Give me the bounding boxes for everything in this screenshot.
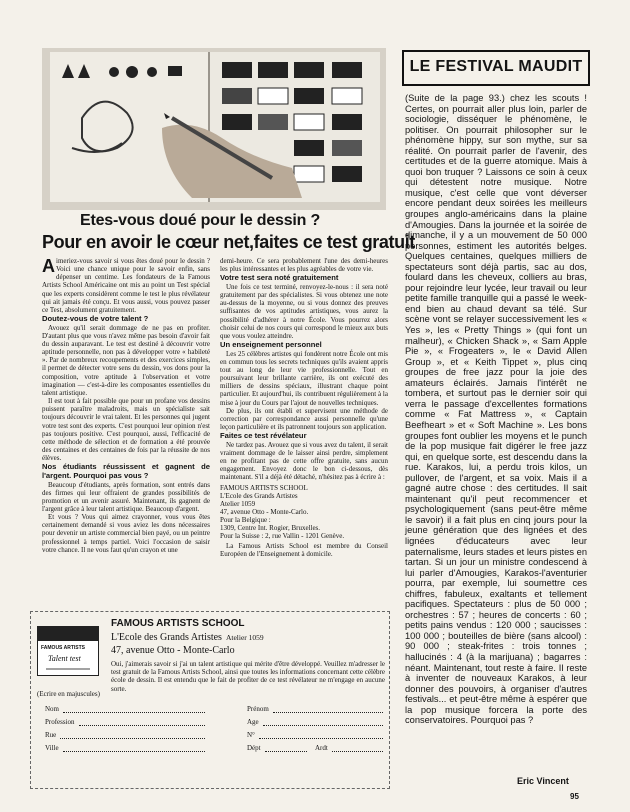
article-intro: imeriez-vous savoir si vous êtes doué pour le dessin ? Voici une chance unique pour le savoir enfin, sans dépenser un centime. Les fondateurs de la Famous Artists School Américaine ont mis au point un Test spécial que les experts considèrent comme le test le plus révélateur qui ait jamais été conçu. Et vous aussi, vous pouvez passer ce Test, absolument gratuitement. xyxy=(42,257,210,314)
headline-question: Etes-vous doué pour le dessin ? xyxy=(80,212,321,229)
order-coupon xyxy=(30,611,390,789)
subhead-take-test: Faites ce test révélateur xyxy=(220,431,307,441)
subhead-students: Nos étudiants réussissent et gagnent de l'argent. Pourquoi pas vous ? xyxy=(42,462,210,480)
age-input-line[interactable] xyxy=(263,719,383,726)
article-paragraph: Une fois ce test terminé, renvoyez-le-nous : il sera noté gratuitement par des spécialistes. Si vous obtenez une note au-dessus de la moyenne, ou si vous donnez des preuves suffisantes de vos aptitudes artistiques, vous aurez la possibilité d'adhérer à notre École. Vous pourrez alors choisir celui de nos cours qui correspond le mieux aux buts que vous voulez atteindre. xyxy=(220,282,388,340)
article-paragraph: De plus, ils ont établi et supervisent une méthode de correction par correspondance aussi personnelle qu'une leçon particulière et ils patronnent toujours son application. xyxy=(220,406,388,431)
nom-label: Nom xyxy=(45,705,59,713)
age-label: Age xyxy=(247,718,259,726)
article-paragraph: Avouez qu'il serait dommage de ne pas en profiter. D'autant plus que vous n'avez même pas besoin d'avoir fait du dessin auparavant. Le test est destiné à découvrir votre aptitude personnelle, non pas à développer votre « habileté ». Par de nombreux recoupements et des exercices simples, il permet de détecter votre sens du dessin, vos dons pour la composition, votre aptitude à l'observation et votre imagination — c'est-à-dire les composantes essentielles du talent artistique. xyxy=(42,323,210,397)
address-line: 1309, Centre Int. Rogier, Bruxelles. xyxy=(220,523,321,532)
logo-talent-test: Talent test xyxy=(48,654,81,663)
nom-input-line[interactable] xyxy=(63,706,205,713)
article-column-1 xyxy=(42,257,210,554)
headline-main: Pour en avoir le cœur net,faites ce test gratuit xyxy=(42,232,415,252)
numero-label: N° xyxy=(247,731,255,739)
address-line: Pour la Belgique : xyxy=(220,515,271,524)
nom-field[interactable] xyxy=(45,705,205,713)
rue-input-line[interactable] xyxy=(60,732,205,739)
article-paragraph: Les 25 célèbres artistes qui fondèrent notre École ont mis en commun tous les secrets techniques qu'ils avaient appris tout au long de leur vie professionnelle. Tout en poursuivant leur brillante carrière, ils ont exécuté des milliers de dessins spéciaux, illustrant chaque point particulier. Et aujourd'hui, ils contribuent régulièrement à la mise à jour du Cours par l'ajout de nouvelles techniques. xyxy=(220,349,388,407)
age-field[interactable] xyxy=(247,718,383,726)
address-line: 47, avenue Otto - Monte-Carlo. xyxy=(220,507,309,516)
article-paragraph: demi-heure. Ce sera probablement l'une des demi-heures les plus intéressantes et les plus agréables de votre vie. xyxy=(220,257,388,274)
address-line: FAMOUS ARTISTS SCHOOL xyxy=(220,483,308,492)
article-paragraph: Ne tardez pas. Avouez que si vous avez du talent, il serait vraiment dommage de le laisser ainsi perdre, simplement en ne profitant pas de cette offre gratuite, sans aucun engagement. Envoyez donc le bon ci-dessous, dès maintenant. S'il a déjà été détaché, n'hésitez pas à écrire à : xyxy=(220,440,388,482)
coupon-atelier: Atelier 1059 xyxy=(225,633,264,642)
drop-cap: A xyxy=(42,256,55,276)
subhead-talent: Doutez-vous de votre talent ? xyxy=(42,314,149,324)
ville-field[interactable] xyxy=(45,744,205,752)
ville-label: Ville xyxy=(45,744,59,752)
drawing-book-hand-icon xyxy=(42,48,386,210)
test-booklet-photo xyxy=(42,48,386,210)
subhead-teaching: Un enseignement personnel xyxy=(220,340,322,349)
numero-field[interactable] xyxy=(247,731,383,739)
ardt-field[interactable] xyxy=(315,744,383,752)
subhead-free-grading: Votre test sera noté gratuitement xyxy=(220,273,339,283)
ardt-input-line[interactable] xyxy=(332,745,383,752)
rue-label: Rue xyxy=(45,731,57,739)
coupon-title: FAMOUS ARTISTS SCHOOL xyxy=(111,618,245,629)
address-line: Atelier 1059 xyxy=(220,499,256,508)
festival-article-text: (Suite de la page 93.) chez les scouts ! Certes, on pourrait aller plus loin, parler de sociologie, disséquer le phénomène, le politiser. On pourrait philosopher sur le phénomène hippy, sur son mythe, sur sa réalité. On pourrait parler de l'avenir, des certitudes et de la guerre atomique. Mais à quoi bon truquer ? Laissons ce soin à ceux qui détestent notre musique. Notre musique, c'est celle que vont déverser encore pendant deux soirées les meilleurs groupes anglo-américains dans la plaine d'Amougies. Dans la journée et la soirée de dimanche, il y a un mouvement de 50 000 personnes, estiment les autorités belges. Quelques centaines, quelques milliers de spectateurs sont déjà partis, sac au dos, foulard dans les cheveux, colliers au bras, pour rejoindre leur lycée, leur travail ou leur petite famille tranquille qui a passé le week-end bien au chaud devant sa télé. Sur scène vont se relayer successivement les « Yes », les « Pretty Things » (qui font un malheur), « Chicken Shack », « Sam Apple Pie », « Frogeaters », le « David Allen Group », et « Keith Tippet », plus cinq groupes de free jazz pour la joie des amateurs éclairés. Jamais l'intérêt ne tombera, et surtout pas le dernier soir qui verra le passage d'excellentes formations comme « Fat Mattress », « Captain Beefheart » et « Soft Machine ». Les bons groupes font oublier les moyens et le punch de la pop musique fait digérer le free jazz qui, en quelque sorte, est descendu dans la rue. Karakos, lui, a perdu trois kilos, un pullover, de l'argent, et sa voix. Mais il a gagné autre chose : des certitudes. Il sait maintenant qu'il peut recommencer et psychologiquement (sans peut-être même le savoir) il a fait plus en cinq jours pour la jeune génération que des lignées et des lignées d'éducateurs avec leur paternalisme, leurs stades et leurs pistes en tartan. Si un jour un ministre condescend à lui parler d'Amougies, Karakos-l'aventurier pourra, par exemple, lui soumettre ces chiffres, fabuleux, exaltants et tellement pacifiques. Spectateurs : plus de 50 000 ; orchestres : 57 ; heures de concerts : 60 ; petits pains vendus : 120 000 ; saucisses : 100 000 ; bouteilles de bière (sans alcool) : 90 000 ; steak-frites : trois tonnes ; hallucinés : 4 (à la marijuana) ; bagarres : néant. Maintenant, tout reste à faire. Il reste à inventer de nouveaux Karakos, à leur donner des pouvoirs, à organiser d'autres festivals... et peut-être même à espérer que la pop musique forcera la porte des conservatoires. Pourquoi pas ? xyxy=(405,93,587,726)
logo-school-name: FAMOUS ARTISTS xyxy=(41,645,85,651)
talent-test-booklet-logo xyxy=(37,626,99,676)
festival-author: Eric Vincent xyxy=(517,776,569,786)
article-paragraph: La Famous Artists School est membre du Conseil Européen de l'Enseignement à domicile. xyxy=(220,541,388,558)
festival-title: LE FESTIVAL MAUDIT xyxy=(409,58,583,75)
numero-input-line[interactable] xyxy=(259,732,383,739)
address-line: Pour la Suisse : 2, rue Vallin - 1201 Genève. xyxy=(220,531,345,540)
profession-input-line[interactable] xyxy=(79,719,205,726)
article-column-2 xyxy=(220,257,388,558)
dept-label: Dépt xyxy=(247,744,261,752)
address-line: L'Ecole des Grands Artistes xyxy=(220,491,298,500)
coupon-body: Oui, j'aimerais savoir si j'ai un talent artistique qui mérite d'être développé. Veuillez m'adresser le test gratuit de la Famous Artists School, ainsi que toutes les informations concernant cette célèbre école de dessin. Il est entendu que le fait de profiter de ce test révélateur ne m'engage en aucune sorte. xyxy=(111,660,385,693)
dept-input-line[interactable] xyxy=(265,745,307,752)
article-paragraph: Il est tout à fait possible que pour un profane vos dessins puissent paraître maladroits, mais un spécialiste sait toujours découvrir le vrai talent. Et les personnes qui jugent votre test sont des experts. C'est pourquoi leur opinion n'est pas toujours positive. C'est pourquoi, aussi, l'efficacité de cette méthode de sélection et de formation a été prouvée des centaines et des centaines de fois par la réussite de nos élèves. xyxy=(42,397,210,463)
coupon-subtitle xyxy=(111,632,264,643)
article-paragraph: Beaucoup d'étudiants, après formation, sont entrés dans des firmes qui leur offraient de grandes possibilités de promotion et un avenir assuré. Maintenant, ils gagnent de l'argent grâce à leur talent artistique. Beaucoup d'argent. xyxy=(42,480,210,513)
profession-field[interactable] xyxy=(45,718,205,726)
prenom-input-line[interactable] xyxy=(273,706,383,713)
page-number: 95 xyxy=(570,792,579,801)
coupon-school-subtitle: L'Ecole des Grands Artistes xyxy=(111,632,222,643)
prenom-field[interactable] xyxy=(247,705,383,713)
dept-field[interactable] xyxy=(247,744,307,752)
coupon-address: 47, avenue Otto - Monte-Carlo xyxy=(111,645,235,656)
rue-field[interactable] xyxy=(45,731,205,739)
prenom-label: Prénom xyxy=(247,705,269,713)
school-address xyxy=(220,484,388,540)
coupon-hint: (Ecrire en majuscules) xyxy=(37,690,100,698)
ardt-label: Ardt xyxy=(315,744,328,752)
festival-title-box xyxy=(402,50,590,86)
article-paragraph: Et vous ? Vous qui aimez crayonner, vous vous êtes certainement demandé si vous aviez les dons nécessaires pour devenir un artiste commercial bien payé, ou un peintre professionnel à temps partiel. Voici l'occasion de saisir votre chance. Il ne vous faut qu'un crayon et une xyxy=(42,513,210,554)
profession-label: Profession xyxy=(45,718,75,726)
ville-input-line[interactable] xyxy=(63,745,205,752)
